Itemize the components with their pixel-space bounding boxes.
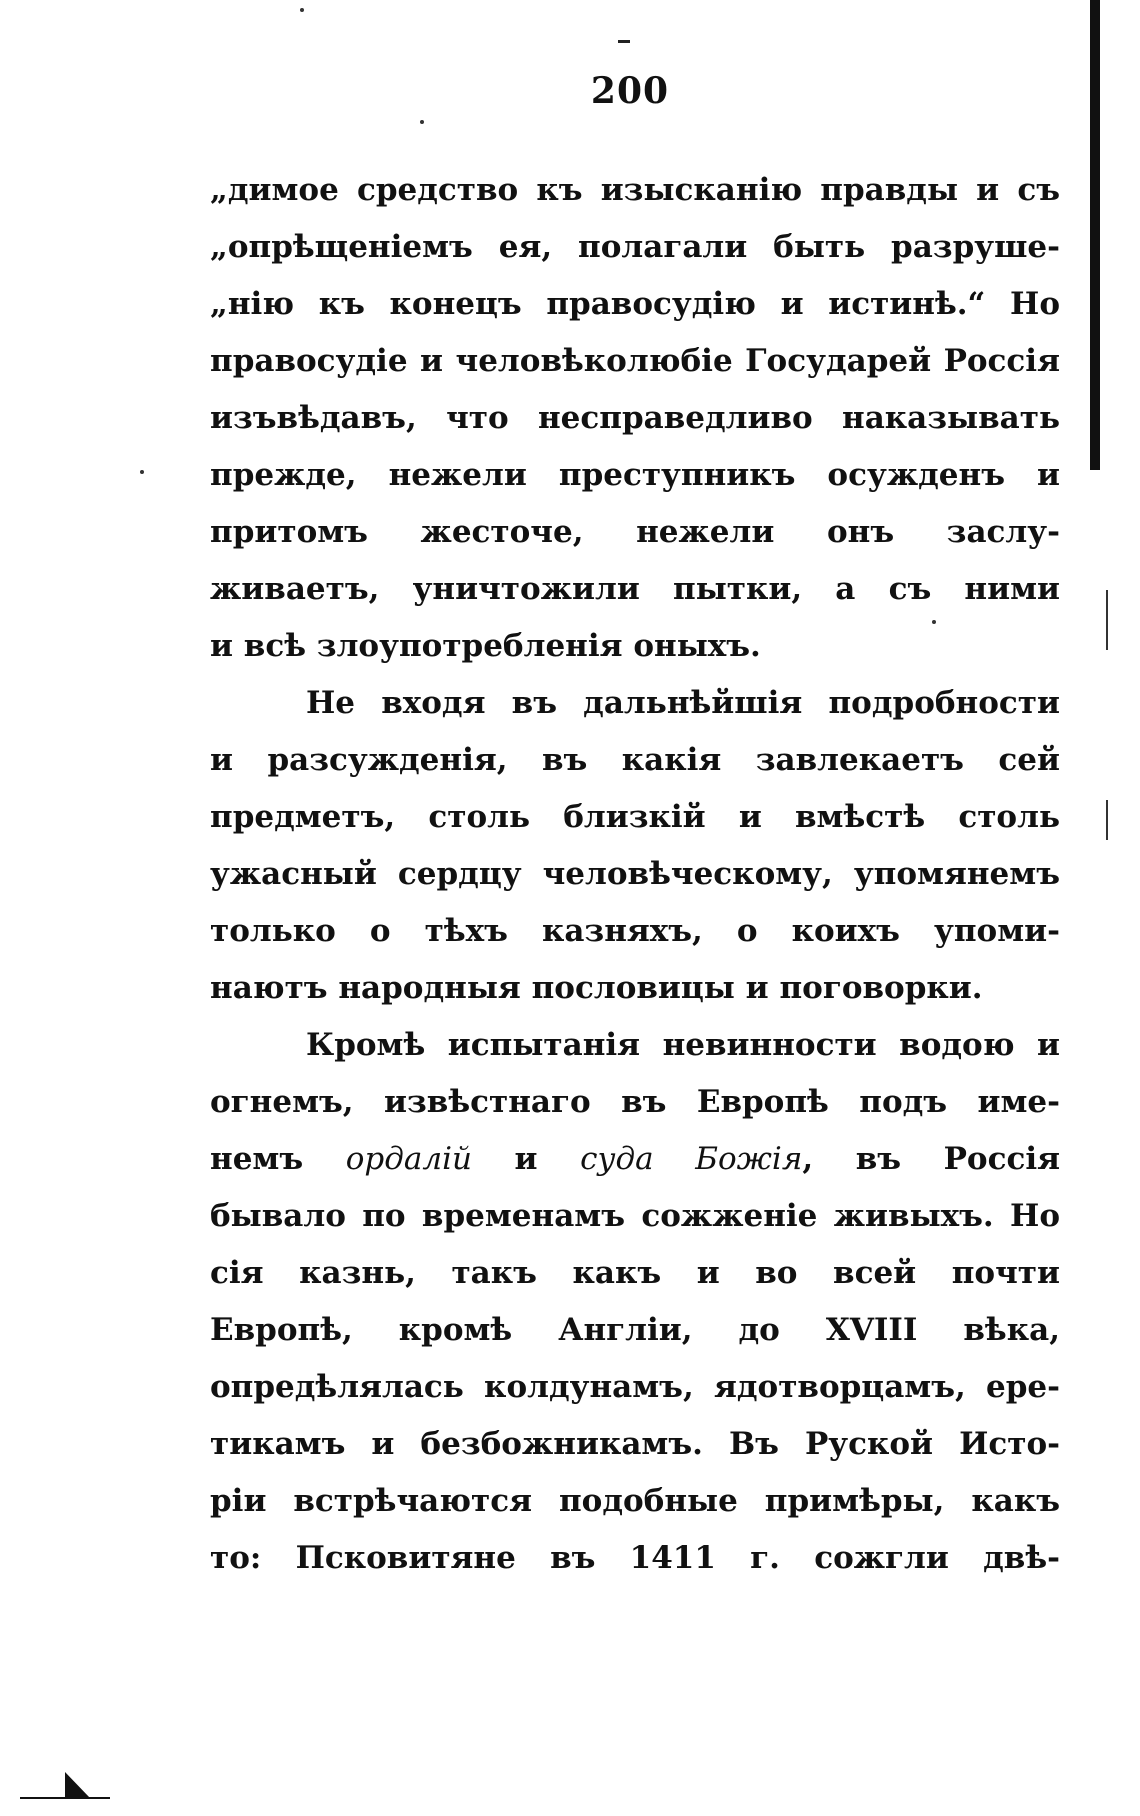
text-line: наютъ народныя пословицы и поговорки.	[210, 970, 983, 1006]
text-line: сія казнь, такъ какъ и во всей почти	[210, 1255, 1060, 1291]
text-line: прежде, нежели преступникъ осужденъ и	[210, 457, 1060, 493]
text-line: опредѣлялась колдунамъ, ядотворцамъ, ере-	[210, 1369, 1060, 1405]
text-line: ужасный сердцу человѣческому, упомянемъ	[210, 856, 1060, 892]
text-line: только о тѣхъ казняхъ, о коихъ упоми-	[210, 913, 1060, 949]
text-fragment: немъ	[210, 1141, 304, 1177]
page-edge-line	[1106, 800, 1108, 840]
text-line: Европѣ, кромѣ Англіи, до XVIII вѣка,	[210, 1312, 1060, 1348]
text-line-with-italics	[210, 1131, 1060, 1188]
text-line: бывало по временамъ сожженіе живыхъ. Но	[210, 1198, 1060, 1234]
text-line: то: Псковитяне въ 1411 г. сожгли двѣ-	[210, 1540, 1060, 1576]
text-line: „нію къ конецъ правосудію и истинѣ.“ Но	[210, 286, 1060, 322]
text-line: притомъ жесточе, нежели онъ заслу-	[210, 514, 1060, 550]
ink-speck	[420, 120, 424, 124]
page-edge-shadow	[1090, 0, 1100, 470]
paragraph-start-line: Кромѣ испытанія невинности водою и	[306, 1027, 1060, 1063]
text-line: „димое средство къ изысканію правды и съ	[210, 172, 1060, 208]
printer-mark	[618, 40, 630, 43]
page-number: 200	[590, 70, 670, 112]
italic-term: ордалій	[345, 1141, 472, 1177]
text-fragment: и	[514, 1141, 538, 1177]
text-line: правосудіе и человѣколюбіе Государей Россія	[210, 343, 1060, 379]
text-line: предметъ, столь близкій и вмѣстѣ столь	[210, 799, 1060, 835]
text-line: огнемъ, извѣстнаго въ Европѣ подъ име-	[210, 1084, 1060, 1120]
italic-term: суда Божія	[580, 1141, 803, 1177]
ink-speck	[300, 8, 304, 12]
paragraph-start-line: Не входя въ дальнѣйшія подробности	[306, 685, 1060, 721]
text-line: и разсужденія, въ какія завлекаетъ сей	[210, 742, 1060, 778]
ink-speck	[140, 470, 144, 474]
text-line: тикамъ и безбожникамъ. Въ Руской Исто-	[210, 1426, 1060, 1462]
text-line: „опрѣщеніемъ ея, полагали быть разруше-	[210, 229, 1060, 265]
text-line: ріи встрѣчаются подобные примѣры, какъ	[210, 1483, 1060, 1519]
text-line: и всѣ злоупотребленія оныхъ.	[210, 628, 761, 664]
text-line: живаетъ, уничтожили пытки, а съ ними	[210, 571, 1060, 607]
corner-triangle-mark	[20, 1770, 110, 1800]
page-edge-line	[1106, 590, 1108, 650]
body-text	[210, 162, 1060, 1587]
text-fragment: , въ Россія	[802, 1141, 1060, 1177]
text-line: изъвѣдавъ, что несправедливо наказывать	[210, 400, 1060, 436]
